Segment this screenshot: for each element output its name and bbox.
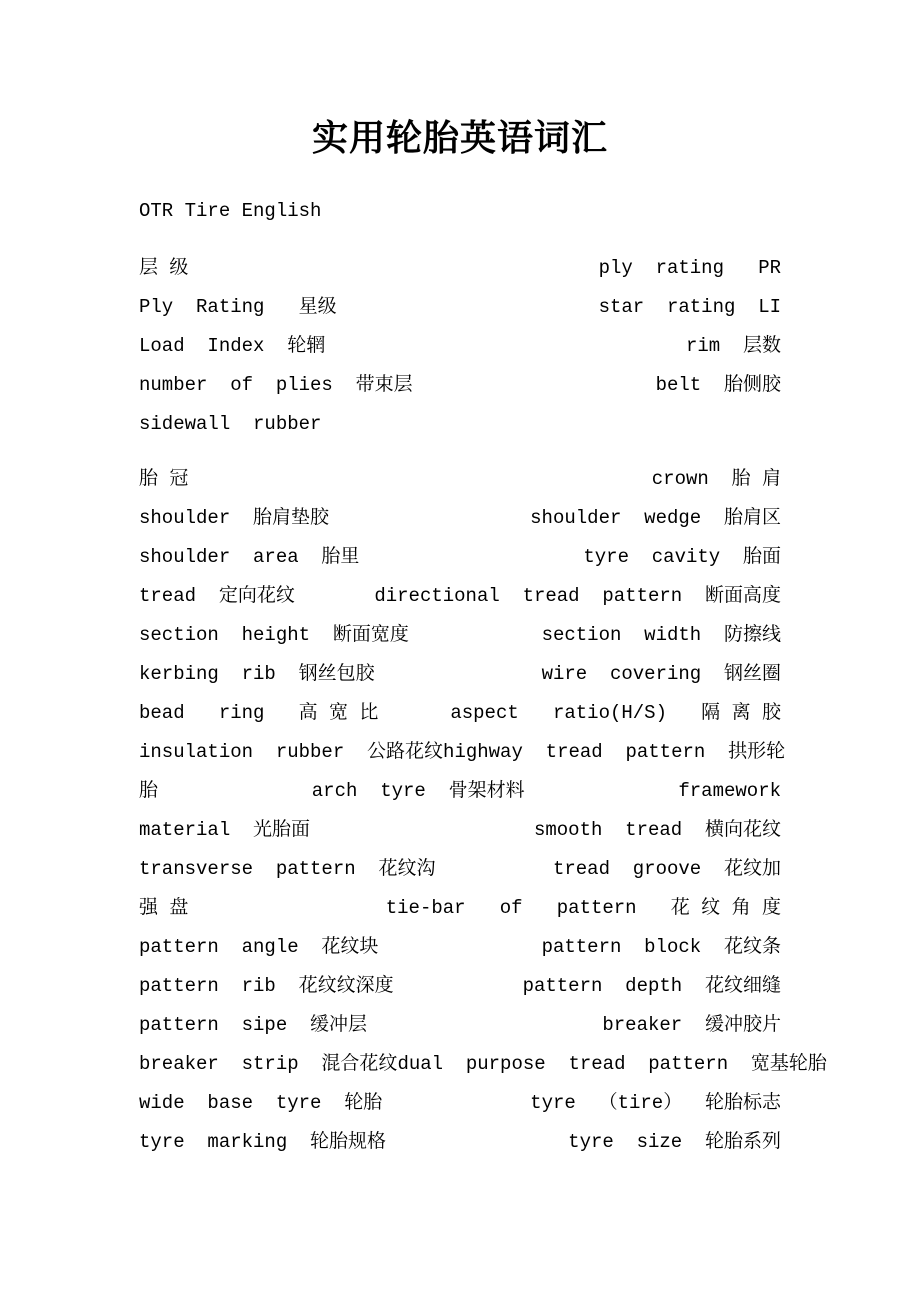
text-line: insulation rubber 公路花纹 highway tread pattern 拱形轮 xyxy=(139,741,786,763)
text-line: number of plies 带束层 belt 胎侧胶 xyxy=(139,374,781,396)
text-line: pattern sipe 缓冲层 breaker 缓冲胶片 xyxy=(139,1014,781,1036)
text-line: transverse pattern 花纹沟 tread groove 花纹加 xyxy=(139,858,781,880)
page-title: 实用轮胎英语词汇 xyxy=(311,117,608,159)
text-line: Ply Rating 星级 star rating LI xyxy=(139,296,781,318)
text-line: 胎 冠 crown 胎 肩 xyxy=(139,468,781,490)
vocabulary-block-1 xyxy=(139,255,781,450)
text-line: tread 定向花纹 directional tread pattern 断面高度 xyxy=(139,585,781,607)
text-line: 胎 arch tyre 骨架材料 framework xyxy=(139,780,781,802)
text-line: tyre marking 轮胎规格 tyre size 轮胎系列 xyxy=(139,1131,781,1153)
text-line: 层 级 ply rating PR xyxy=(139,257,781,279)
text-line: pattern rib 花纹纹深度 pattern depth 花纹细缝 xyxy=(139,975,781,997)
text-line: shoulder area 胎里 tyre cavity 胎面 xyxy=(139,546,781,568)
vocabulary-block-2 xyxy=(139,466,827,1168)
text-line: bead ring 高 宽 比 aspect ratio(H/S) 隔 离 胶 xyxy=(139,702,781,724)
text-line: sidewall rubber xyxy=(139,413,322,435)
text-line: 强 盘 tie-bar of pattern 花 纹 角 度 xyxy=(139,897,781,919)
text-line: section height 断面宽度 section width 防擦线 xyxy=(139,624,781,646)
subtitle: OTR Tire English xyxy=(139,200,322,222)
text-line: wide base tyre 轮胎 tyre （tire） 轮胎标志 xyxy=(139,1092,781,1114)
text-line: material 光胎面 smooth tread 横向花纹 xyxy=(139,819,781,841)
text-line: pattern angle 花纹块 pattern block 花纹条 xyxy=(139,936,781,958)
text-line: shoulder 胎肩垫胶 shoulder wedge 胎肩区 xyxy=(139,507,781,529)
text-line: kerbing rib 钢丝包胶 wire covering 钢丝圈 xyxy=(139,663,781,685)
text-line: breaker strip 混合花纹 dual purpose tread pattern 宽基轮胎 xyxy=(139,1053,827,1075)
text-line: Load Index 轮辋 rim 层数 xyxy=(139,335,781,357)
